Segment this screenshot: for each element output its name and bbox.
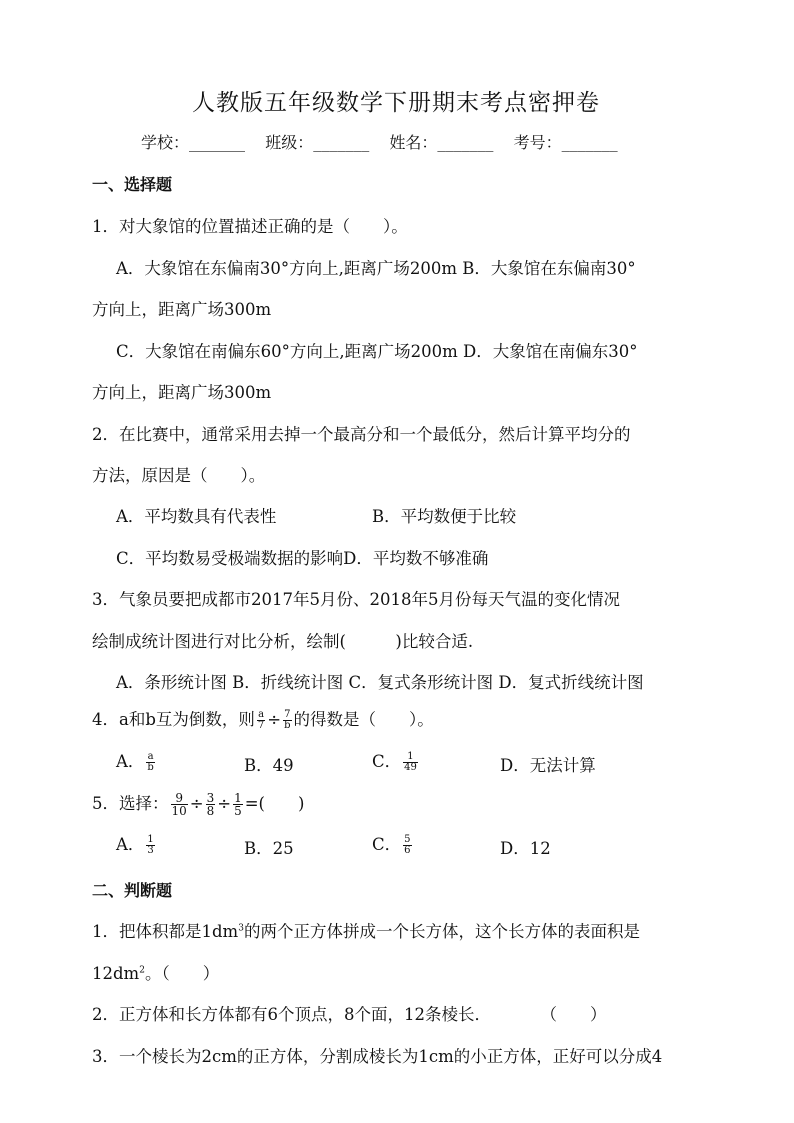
question-4-stem (92, 706, 434, 731)
question-3-stem-cont: 绘制成统计图进行对比分析，绘制( )比较合适. (92, 632, 474, 651)
fraction-5-over-6 (403, 835, 411, 856)
question-1-options-ab-cont: 方向上，距离广场300m (92, 300, 272, 319)
question-5-stem (92, 790, 304, 817)
numerator: 1 (147, 834, 154, 845)
section-title-choice: 一、选择题 (92, 175, 173, 194)
numerator: 1 (234, 791, 242, 805)
option-label: C． (372, 835, 402, 854)
question-4-option-d: D．无法计算 (500, 756, 596, 775)
fraction-1-over-5 (233, 792, 243, 817)
question-1-options-cd-cont: 方向上，距离广场300m (92, 383, 272, 402)
number-field[interactable]: 考号：_______ (513, 133, 618, 152)
judgment-1-part-c: 12dm (92, 964, 140, 983)
numerator: 1 (403, 752, 418, 763)
question-2-options-cd: C．平均数易受极端数据的影响D．平均数不够准确 (116, 549, 489, 568)
question-5-stem-a: 5．选择： (92, 794, 169, 813)
judgment-3-stem: 3．一个棱长为2cm的正方体，分割成棱长为1cm的小正方体，正好可以分成4 (92, 1047, 663, 1066)
denominator: 49 (404, 762, 417, 773)
question-3-stem: 3．气象员要把成都市2017年5月份、2018年5月份每天气温的变化情况 (92, 590, 620, 609)
numerator: 3 (206, 791, 215, 805)
fraction-a-over-b (146, 752, 154, 773)
divide-sign: ÷ (267, 710, 282, 729)
question-2-stem-cont: 方法，原因是（ ）。 (92, 466, 266, 485)
question-2-stem: 2．在比赛中，通常采用去掉一个最高分和一个最低分，然后计算平均分的 (92, 425, 631, 444)
question-1-options-cd: C．大象馆在南偏东60°方向上,距离广场200m D．大象馆在南偏东30° (116, 342, 638, 361)
denominator: b (284, 720, 291, 731)
denominator: 3 (147, 845, 154, 856)
option-label: A． (116, 835, 145, 854)
numerator: 7 (284, 709, 291, 720)
denominator: 10 (171, 804, 187, 818)
denominator: 5 (234, 804, 242, 818)
fraction-1-over-49 (403, 752, 418, 773)
denominator: 8 (206, 804, 215, 818)
question-4-stem-a: 4．a和b互为倒数，则 (92, 710, 255, 729)
numerator: a (147, 751, 154, 762)
option-label: A． (116, 752, 145, 771)
fraction-9-over-10 (171, 792, 188, 817)
question-2-option-b: B．平均数便于比较 (372, 507, 517, 526)
question-5-option-d: D．12 (500, 839, 551, 858)
question-5-option-b: B．25 (244, 839, 294, 858)
denominator: 6 (404, 845, 411, 856)
name-field[interactable]: 姓名：_______ (389, 133, 494, 152)
question-5-option-c (372, 831, 414, 856)
fraction-1-over-3 (146, 835, 154, 856)
question-1-stem: 1．对大象馆的位置描述正确的是（ ）。 (92, 217, 408, 236)
question-4-option-a (116, 748, 157, 773)
question-5-option-a (116, 831, 157, 856)
section-title-judgment: 二、判断题 (92, 881, 173, 900)
judgment-2-stem: 2．正方体和长方体都有6个顶点，8个面，12条棱长． （ ） (92, 1005, 607, 1024)
numerator: 5 (404, 834, 411, 845)
fraction-a-over-7 (257, 710, 265, 731)
judgment-1-stem (92, 918, 640, 942)
divide-sign: ÷ (189, 794, 204, 813)
school-field[interactable]: 学校：_______ (141, 133, 246, 152)
question-1-options-ab: A．大象馆在东偏南30°方向上,距离广场200m B．大象馆在东偏南30° (116, 259, 636, 278)
option-label: C． (372, 752, 402, 771)
judgment-1-part-a: 1．把体积都是1dm (92, 922, 239, 941)
denominator: 7 (257, 720, 265, 731)
question-4-option-b: B．49 (244, 756, 294, 775)
judgment-1-stem-cont (92, 960, 219, 984)
class-field[interactable]: 班级：_______ (265, 133, 370, 152)
question-5-stem-b: =( ) (244, 794, 305, 813)
cube-exponent: 3 (238, 923, 244, 934)
divide-sign: ÷ (217, 794, 232, 813)
judgment-1-part-d: 。（ ） (144, 964, 220, 983)
student-info-line (141, 130, 661, 153)
page-title: 人教版五年级数学下册期末考点密押卷 (192, 90, 600, 116)
question-3-options: A．条形统计图 B．折线统计图 C．复式条形统计图 D．复式折线统计图 (116, 673, 644, 692)
judgment-1-part-b: 的两个正方体拼成一个长方体，这个长方体的表面积是 (243, 922, 640, 941)
question-2-option-a: A．平均数具有代表性 (116, 507, 277, 526)
question-4-stem-b: 的得数是（ ）。 (293, 710, 434, 729)
fraction-7-over-b (283, 710, 291, 731)
numerator: 9 (171, 792, 188, 805)
question-4-option-c (372, 748, 420, 773)
numerator: a (258, 709, 265, 720)
denominator: b (147, 762, 154, 773)
fraction-3-over-8 (206, 792, 216, 817)
square-exponent: 2 (139, 965, 145, 976)
